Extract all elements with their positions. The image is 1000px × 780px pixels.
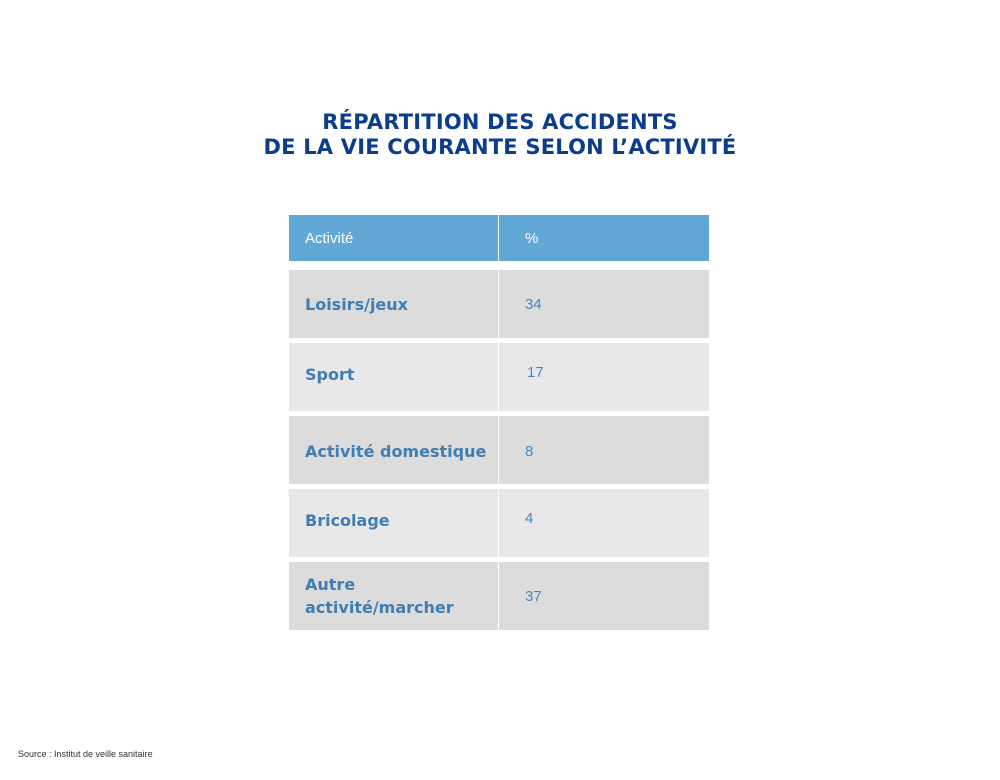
percent-cell: 17 <box>527 364 544 381</box>
header-percent: % <box>525 229 539 247</box>
table-row <box>289 489 709 557</box>
table-row <box>289 270 709 338</box>
activity-cell: Autre activité/marcher <box>289 562 499 630</box>
title-line-2: DE LA VIE COURANTE SELON L’ACTIVITÉ <box>263 135 737 159</box>
source-note: Source : Institut de veille sanitaire <box>18 749 153 759</box>
activity-cell: Bricolage <box>289 489 499 557</box>
percent-cell: 34 <box>525 295 542 313</box>
activity-cell: Activité domestique <box>289 416 499 484</box>
title-line-1: RÉPARTITION DES ACCIDENTS <box>322 110 678 134</box>
accidents-table <box>289 215 709 635</box>
percent-cell: 37 <box>525 587 542 605</box>
percent-cell: 4 <box>525 510 534 527</box>
table-header-row <box>289 215 709 261</box>
header-activity: Activité <box>289 215 499 261</box>
percent-cell: 8 <box>525 443 534 460</box>
table-row <box>289 562 709 630</box>
activity-cell: Loisirs/jeux <box>289 270 499 338</box>
table-row <box>289 416 709 484</box>
activity-cell: Sport <box>289 343 499 411</box>
table-row <box>289 343 709 411</box>
page-title <box>0 110 1000 160</box>
